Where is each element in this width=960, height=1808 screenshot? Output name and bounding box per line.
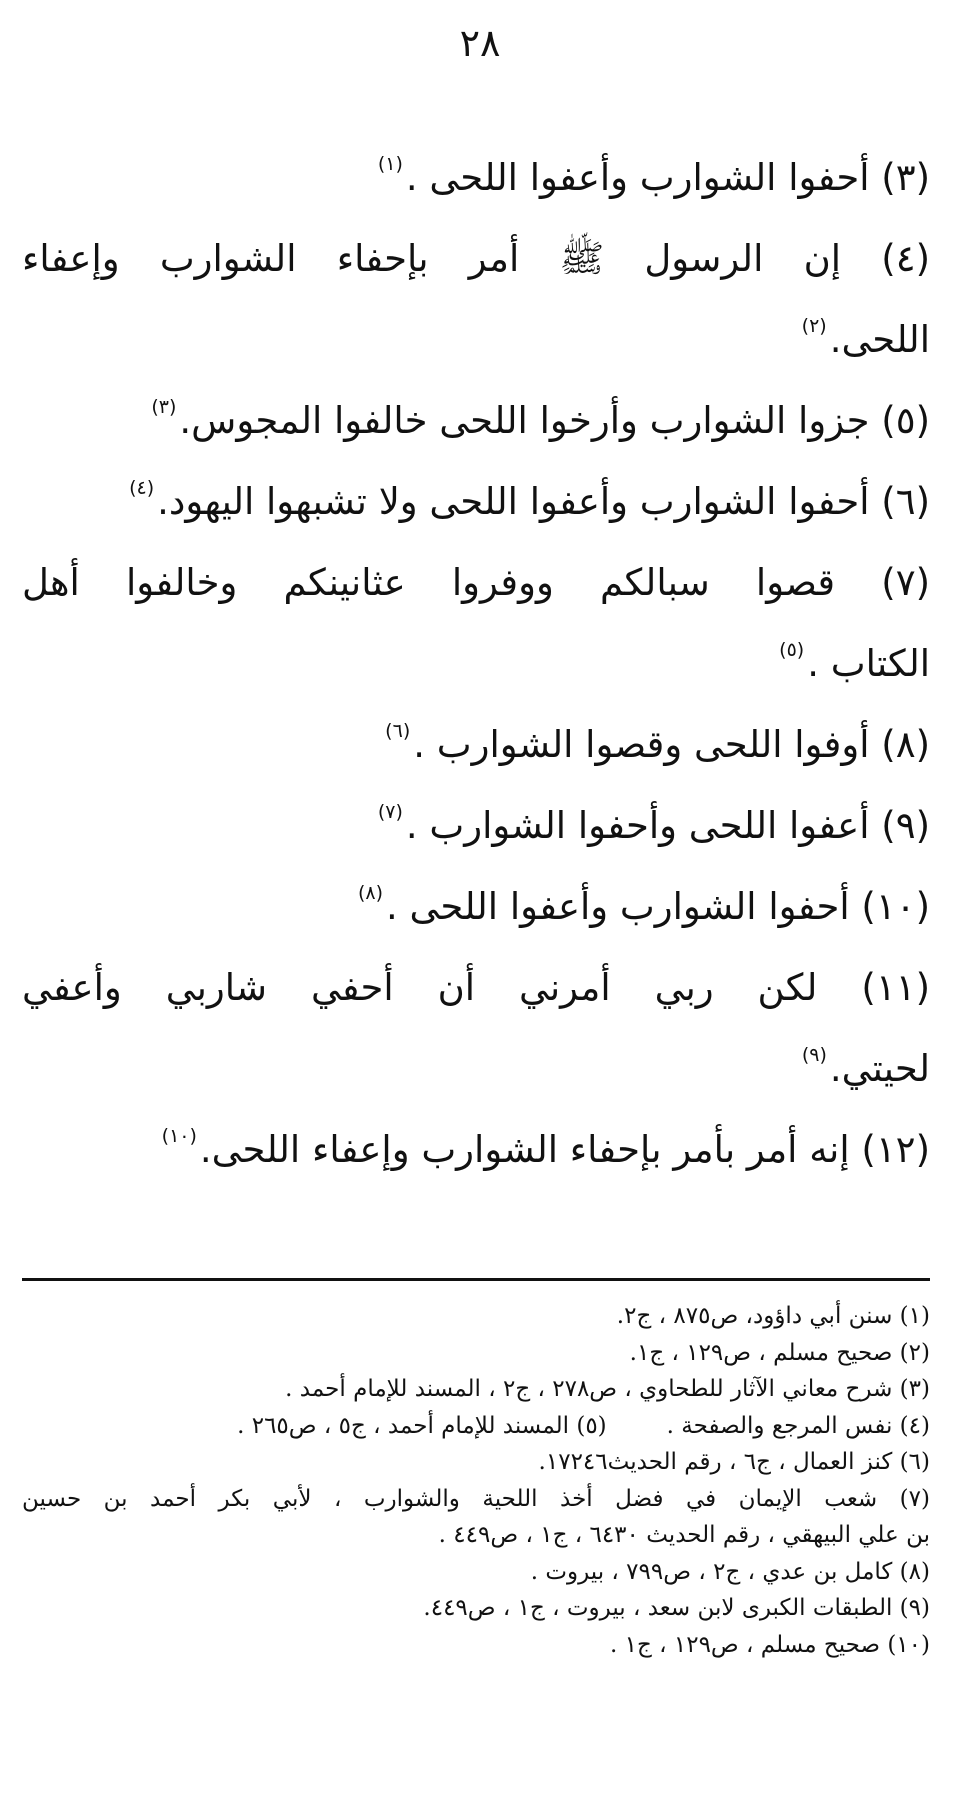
list-item-line: [22, 299, 930, 380]
footnote-text: (١٠) صحيح مسلم ، ص١٢٩ ، ج١ .: [609, 1631, 930, 1658]
footnote: [22, 1481, 930, 1554]
list-item-text: (٦) أحفوا الشوارب وأعفوا اللحى ولا تشبهوا اليهود.: [157, 480, 930, 523]
footnote-ref: (١): [377, 153, 403, 175]
list-item-line: [22, 785, 930, 866]
list-item-line: [22, 137, 930, 218]
list-item-text: لحيتي.: [829, 1047, 930, 1090]
list-item: [22, 461, 930, 542]
footnote-ref: (٣): [151, 396, 177, 418]
list-item-text: (١٢) إنه أمر بأمر بإحفاء الشوارب وإعفاء اللحى.: [199, 1128, 930, 1171]
list-item-line: [22, 866, 930, 947]
footnote-text: (٥) المسند للإمام أحمد ، ج٥ ، ص٢٦٥ .: [237, 1412, 607, 1439]
list-item: [22, 218, 930, 380]
list-item-text: (٣) أحفوا الشوارب وأعفوا اللحى .: [405, 156, 930, 199]
footnote-ref: (٦): [385, 720, 411, 742]
list-item-text: الكتاب .: [807, 642, 930, 685]
footnote-divider: [22, 1278, 930, 1281]
list-item: [22, 1109, 930, 1190]
list-item-line: (١١) لكن ربي أمرني أن أحفي شاربي وأعفي: [22, 966, 930, 1009]
footnote: [22, 1627, 930, 1664]
footnote-ref: (٤): [129, 477, 155, 499]
list-item-line: [22, 461, 930, 542]
footnote-text: (٦) كنز العمال ، ج٦ ، رقم الحديث١٧٢٤٦.: [538, 1449, 930, 1475]
footnote-text: (٢) صحيح مسلم ، ص١٢٩ ، ج١.: [629, 1339, 930, 1366]
list-item-line: [22, 704, 930, 785]
footnote-ref: (١٠): [161, 1125, 197, 1147]
list-item-text: اللحى.: [829, 318, 930, 361]
list-item: [22, 785, 930, 866]
footnote: [22, 1554, 930, 1591]
footnote-ref: (٥): [779, 639, 805, 661]
footnotes: [22, 1298, 930, 1663]
footnote-ref: (٨): [357, 882, 384, 904]
footnote: [22, 1590, 930, 1627]
footnote-ref: (٢): [801, 315, 827, 337]
list-item-line: (٧) قصوا سبالكم ووفروا عثانينكم وخالفوا أهل: [22, 561, 930, 604]
footnote-row: [22, 1408, 930, 1445]
list-item: [22, 947, 930, 1109]
footnote-ref: (٩): [801, 1044, 827, 1066]
list-item-line: [22, 1109, 930, 1190]
hadith-list: [22, 137, 930, 1190]
footnote-text: (٨) كامل بن عدي ، ج٢ ، ص٧٩٩ ، بيروت .: [530, 1558, 930, 1585]
list-item-text: (٨) أوفوا اللحى وقصوا الشوارب .: [413, 723, 930, 766]
list-item: [22, 704, 930, 785]
footnote-text: (٩) الطبقات الكبرى لابن سعد ، بيروت ، ج١ ، ص٤٤٩.: [423, 1595, 930, 1621]
footnote: [22, 1298, 930, 1335]
footnote-ref: (٧): [377, 801, 403, 823]
list-item-line: [22, 623, 930, 704]
list-item: [22, 866, 930, 947]
footnote-text: بن علي البيهقي ، رقم الحديث ٦٤٣٠ ، ج١ ، ص٤٤٩ .: [438, 1522, 930, 1548]
page-number: ٢٨: [459, 21, 501, 65]
list-item: [22, 380, 930, 461]
footnote: [22, 1371, 930, 1408]
footnote-text: (٤) نفس المرجع والصفحة .: [666, 1412, 930, 1439]
list-item: [22, 137, 930, 218]
list-item: [22, 542, 930, 704]
footnote-text: (٣) شرح معاني الآثار للطحاوي ، ص٢٧٨ ، ج٢ ، المسند للإمام أحمد .: [285, 1376, 930, 1402]
list-item-line: [22, 380, 930, 461]
list-item-text: (٩) أعفوا اللحى وأحفوا الشوارب .: [405, 804, 930, 847]
footnote: [22, 1335, 930, 1372]
list-item-text: (١٠) أحفوا الشوارب وأعفوا اللحى .: [386, 885, 930, 928]
footnote-text: (٧) شعب الإيمان في فضل أخذ اللحية والشوارب ، لأبي بكر أحمد بن حسين: [22, 1485, 930, 1512]
list-item-text: (٥) جزوا الشوارب وأرخوا اللحى خالفوا المجوس.: [179, 399, 930, 442]
footnote: [22, 1444, 930, 1481]
list-item-line: (٤) إن الرسول ﷺ أمر بإحفاء الشوارب وإعفاء: [22, 237, 930, 280]
footnote-text: (١) سنن أبي داؤود، ص٨٧٥ ، ج٢.: [616, 1303, 930, 1329]
list-item-line: [22, 1028, 930, 1109]
footnote-line: [22, 1408, 930, 1445]
